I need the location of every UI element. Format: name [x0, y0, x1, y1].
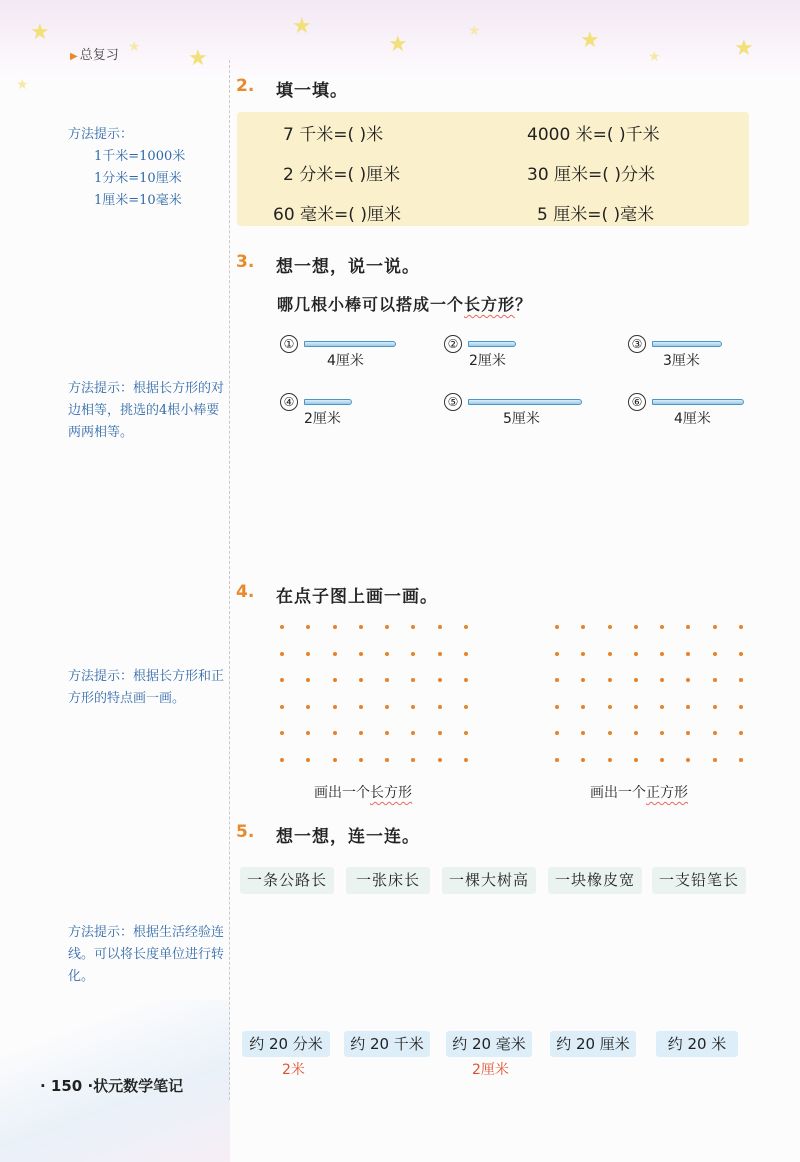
- grid-dot[interactable]: [359, 652, 363, 656]
- grid-dot[interactable]: [438, 705, 442, 709]
- section-label-text: 总复习: [79, 48, 119, 63]
- item-pencil[interactable]: 一支铅笔长: [652, 867, 746, 894]
- grid-dot[interactable]: [739, 625, 743, 629]
- option-millimeter[interactable]: 约 20 毫米: [446, 1031, 532, 1057]
- star-icon: ★: [16, 77, 29, 93]
- grid-dot[interactable]: [306, 652, 310, 656]
- grid-dot[interactable]: [464, 731, 468, 735]
- grid-dot[interactable]: [280, 625, 284, 629]
- answer-note: 2厘米: [472, 1062, 509, 1078]
- grid-dot[interactable]: [555, 758, 559, 762]
- grid-dot[interactable]: [306, 758, 310, 762]
- caption-square: [590, 782, 688, 802]
- grid-dot[interactable]: [608, 758, 612, 762]
- grid-dot[interactable]: [634, 731, 638, 735]
- grid-dot[interactable]: [555, 625, 559, 629]
- grid-dot[interactable]: [739, 652, 743, 656]
- q2-blank[interactable]: 7 千米=( )米: [283, 125, 384, 145]
- q2-fill-box: [237, 112, 749, 226]
- grid-dot[interactable]: [686, 705, 690, 709]
- grid-dot[interactable]: [438, 758, 442, 762]
- grid-dot[interactable]: [660, 705, 664, 709]
- dot-grid-left[interactable]: [280, 625, 468, 762]
- option-decimeter[interactable]: 约 20 分米: [242, 1031, 330, 1057]
- q3-question: [277, 292, 532, 315]
- grid-dot[interactable]: [438, 625, 442, 629]
- stick-length: 2厘米: [304, 411, 341, 427]
- grid-dot[interactable]: [411, 758, 415, 762]
- stick-number: ②: [444, 335, 462, 353]
- stick-bar: [652, 341, 722, 347]
- caption-rectangle: [314, 782, 412, 802]
- grid-dot[interactable]: [608, 678, 612, 682]
- grid-dot[interactable]: [385, 678, 389, 682]
- q3-question-mark: ？: [515, 295, 533, 314]
- star-icon: ★: [30, 20, 50, 45]
- q2-title: 填一填。: [276, 81, 348, 101]
- grid-dot[interactable]: [608, 652, 612, 656]
- stick-number: ⑥: [628, 393, 646, 411]
- q5-title: 想一想，连一连。: [276, 827, 420, 847]
- grid-dot[interactable]: [306, 678, 310, 682]
- grid-dot[interactable]: [713, 678, 717, 682]
- grid-dot[interactable]: [555, 731, 559, 735]
- page-footer: · 150 ·状元数学笔记: [40, 1077, 184, 1095]
- margin-divider: [229, 60, 230, 1100]
- star-icon: ★: [734, 36, 754, 61]
- stick-length: 4厘米: [327, 353, 364, 369]
- stick-number: ①: [280, 335, 298, 353]
- grid-dot[interactable]: [608, 625, 612, 629]
- grid-dot[interactable]: [385, 758, 389, 762]
- stick-length: 5厘米: [503, 411, 540, 427]
- grid-dot[interactable]: [581, 758, 585, 762]
- item-road[interactable]: 一条公路长: [240, 867, 334, 894]
- grid-dot[interactable]: [333, 678, 337, 682]
- grid-dot[interactable]: [438, 678, 442, 682]
- stick-number: ③: [628, 335, 646, 353]
- grid-dot[interactable]: [464, 678, 468, 682]
- q4-title: 在点子图上画一画。: [276, 587, 438, 607]
- grid-dot[interactable]: [359, 758, 363, 762]
- grid-dot[interactable]: [739, 678, 743, 682]
- item-bed[interactable]: 一张床长: [346, 867, 430, 894]
- grid-dot[interactable]: [713, 731, 717, 735]
- section-label: [70, 44, 119, 63]
- grid-dot[interactable]: [333, 625, 337, 629]
- grid-dot[interactable]: [581, 731, 585, 735]
- grid-dot[interactable]: [739, 705, 743, 709]
- hint-units: [68, 124, 228, 212]
- grid-dot[interactable]: [581, 705, 585, 709]
- grid-dot[interactable]: [359, 705, 363, 709]
- stick-length: 3厘米: [663, 353, 700, 369]
- grid-dot[interactable]: [555, 678, 559, 682]
- grid-dot[interactable]: [411, 731, 415, 735]
- star-icon: ★: [468, 23, 481, 39]
- grid-dot[interactable]: [686, 625, 690, 629]
- q3-title: 想一想，说一说。: [276, 257, 420, 277]
- grid-dot[interactable]: [333, 731, 337, 735]
- grid-dot[interactable]: [411, 678, 415, 682]
- grid-dot[interactable]: [739, 731, 743, 735]
- grid-dot[interactable]: [306, 731, 310, 735]
- grid-dot[interactable]: [713, 705, 717, 709]
- grid-dot[interactable]: [581, 652, 585, 656]
- grid-dot[interactable]: [608, 731, 612, 735]
- grid-dot[interactable]: [280, 705, 284, 709]
- grid-dot[interactable]: [686, 758, 690, 762]
- q2-blank[interactable]: 60 毫米=( )厘米: [273, 205, 401, 225]
- grid-dot[interactable]: [359, 678, 363, 682]
- grid-dot[interactable]: [464, 652, 468, 656]
- grid-dot[interactable]: [359, 625, 363, 629]
- page-number: 150: [50, 1077, 83, 1095]
- option-kilometer[interactable]: 约 20 千米: [344, 1031, 430, 1057]
- grid-dot[interactable]: [634, 678, 638, 682]
- star-icon: ★: [648, 49, 661, 65]
- grid-dot[interactable]: [280, 652, 284, 656]
- grid-dot[interactable]: [280, 678, 284, 682]
- stick-number: ④: [280, 393, 298, 411]
- caption-text: 画出一个: [314, 785, 370, 801]
- item-eraser[interactable]: 一块橡皮宽: [548, 867, 642, 894]
- grid-dot[interactable]: [660, 625, 664, 629]
- grid-dot[interactable]: [385, 705, 389, 709]
- grid-dot[interactable]: [581, 678, 585, 682]
- stick-bar: [304, 341, 396, 347]
- caption-text: 画出一个: [590, 785, 646, 801]
- grid-dot[interactable]: [411, 705, 415, 709]
- hint-draw-shapes: 方法提示：根据长方形和正方形的特点画一画。: [68, 669, 225, 706]
- grid-dot[interactable]: [555, 652, 559, 656]
- q2-blank[interactable]: 30 厘米=( )分米: [527, 165, 655, 185]
- option-meter[interactable]: 约 20 米: [656, 1031, 738, 1057]
- hint-connect: 方法提示：根据生活经验连线。可以将长度单位进行转化。: [68, 925, 225, 984]
- grid-dot[interactable]: [660, 731, 664, 735]
- grid-dot[interactable]: [385, 625, 389, 629]
- hint-title: 方法提示：: [68, 127, 134, 142]
- q4-number: 4.: [236, 582, 255, 602]
- grid-dot[interactable]: [438, 652, 442, 656]
- star-icon: ★: [292, 14, 312, 39]
- stick-length: 4厘米: [674, 411, 711, 427]
- grid-dot[interactable]: [634, 652, 638, 656]
- grid-dot[interactable]: [713, 758, 717, 762]
- grid-dot[interactable]: [333, 758, 337, 762]
- star-icon: ★: [128, 39, 141, 55]
- q2-blank[interactable]: 4000 米=( )千米: [527, 125, 660, 145]
- grid-dot[interactable]: [333, 652, 337, 656]
- grid-dot[interactable]: [634, 625, 638, 629]
- star-icon: ★: [388, 32, 408, 57]
- grid-dot[interactable]: [686, 652, 690, 656]
- grid-dot[interactable]: [686, 731, 690, 735]
- answer-note: 2米: [282, 1062, 305, 1078]
- option-centimeter[interactable]: 约 20 厘米: [550, 1031, 636, 1057]
- star-icon: ★: [580, 28, 600, 53]
- caption-emphasis: 长方形: [370, 785, 412, 801]
- grid-dot[interactable]: [280, 731, 284, 735]
- book-title: ·状元数学笔记: [87, 1077, 184, 1095]
- triangle-icon: ▶: [70, 51, 78, 62]
- q2-number: 2.: [236, 76, 255, 96]
- grid-dot[interactable]: [464, 758, 468, 762]
- stick-length: 2厘米: [469, 353, 506, 369]
- hint-line: 1分米=10厘米: [94, 171, 182, 186]
- grid-dot[interactable]: [438, 731, 442, 735]
- q3-question-emphasis: 长方形: [464, 295, 516, 314]
- q2-blank[interactable]: 2 分米=( )厘米: [283, 165, 401, 185]
- grid-dot[interactable]: [280, 758, 284, 762]
- grid-dot[interactable]: [634, 758, 638, 762]
- dot-grid-right[interactable]: [555, 625, 743, 762]
- hint-rectangle-sticks: 方法提示：根据长方形的对边相等，挑选的4根小棒要两两相等。: [68, 381, 225, 440]
- item-tree[interactable]: 一棵大树高: [442, 867, 536, 894]
- grid-dot[interactable]: [306, 705, 310, 709]
- grid-dot[interactable]: [739, 758, 743, 762]
- grid-dot[interactable]: [411, 625, 415, 629]
- q5-number: 5.: [236, 822, 255, 842]
- grid-dot[interactable]: [555, 705, 559, 709]
- stick-bar: [652, 399, 744, 405]
- q3-question-text: 哪几根小棒可以搭成一个: [277, 295, 465, 314]
- grid-dot[interactable]: [464, 705, 468, 709]
- grid-dot[interactable]: [306, 625, 310, 629]
- star-icon: ★: [188, 46, 208, 71]
- grid-dot[interactable]: [359, 731, 363, 735]
- grid-dot[interactable]: [686, 678, 690, 682]
- q3-number: 3.: [236, 252, 255, 272]
- hint-line: 1厘米=10毫米: [94, 193, 182, 208]
- grid-dot[interactable]: [660, 678, 664, 682]
- stick-bar: [468, 341, 516, 347]
- grid-dot[interactable]: [411, 652, 415, 656]
- stick-bar: [304, 399, 352, 405]
- grid-dot[interactable]: [608, 705, 612, 709]
- grid-dot[interactable]: [385, 731, 389, 735]
- grid-dot[interactable]: [660, 652, 664, 656]
- grid-dot[interactable]: [713, 625, 717, 629]
- grid-dot[interactable]: [581, 625, 585, 629]
- caption-emphasis: 正方形: [646, 785, 688, 801]
- grid-dot[interactable]: [660, 758, 664, 762]
- grid-dot[interactable]: [333, 705, 337, 709]
- grid-dot[interactable]: [713, 652, 717, 656]
- grid-dot[interactable]: [464, 625, 468, 629]
- grid-dot[interactable]: [634, 705, 638, 709]
- grid-dot[interactable]: [385, 652, 389, 656]
- stick-number: ⑤: [444, 393, 462, 411]
- q2-blank[interactable]: 5 厘米=( )毫米: [537, 205, 655, 225]
- hint-line: 1千米=1000米: [94, 149, 186, 164]
- stick-bar: [468, 399, 582, 405]
